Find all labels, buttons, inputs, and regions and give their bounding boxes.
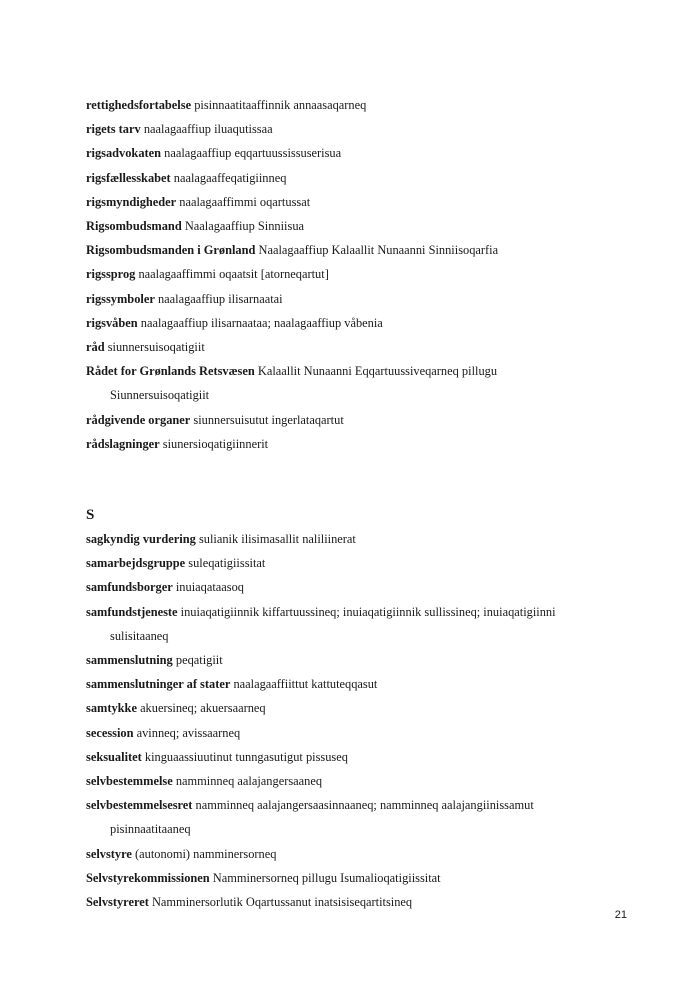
glossary-entry <box>86 866 646 890</box>
section-letter-heading: S <box>86 507 95 524</box>
greenlandic-translation: naalagaaffiittut kattuteqqasut <box>233 677 378 692</box>
glossary-entry <box>86 238 646 262</box>
glossary-entry <box>86 117 646 141</box>
danish-term: samfundsborger <box>86 580 173 595</box>
greenlandic-translation: naalagaaffiup iluaqutissaa <box>143 122 273 137</box>
glossary-entry <box>86 262 646 286</box>
greenlandic-translation: namminneq aalajangersaaneq <box>175 774 323 789</box>
greenlandic-translation: avinneq; avissaarneq <box>136 725 241 740</box>
glossary-entry <box>86 842 646 866</box>
glossary-entry <box>86 166 646 190</box>
danish-term: rettighedsfortabelse <box>86 98 192 112</box>
greenlandic-translation: namminneq aalajangersaasinnaaneq; namminneq aalajangiinissamut <box>195 798 534 813</box>
greenlandic-translation: pisinnaatitaaffinnik annaasaqarneq <box>194 98 367 112</box>
greenlandic-translation: akuersineq; akuersaarneq <box>140 701 266 716</box>
danish-term: Rigsombudsmanden i Grønland <box>86 243 256 258</box>
greenlandic-translation: naalagaaffimmi oqartussat <box>179 194 311 209</box>
glossary-entry <box>86 311 646 335</box>
page-number: 21 <box>614 909 627 921</box>
greenlandic-translation: naalagaaffeqatigiinneq <box>173 170 287 185</box>
greenlandic-translation: peqatigiit <box>175 653 223 668</box>
danish-term: secession <box>86 725 134 740</box>
glossary-entry <box>86 359 646 407</box>
translation-continuation: Siunnersuisoqatigiit <box>110 388 210 403</box>
greenlandic-translation: Namminersorneq pillugu Isumalioqatigiissitat <box>212 870 441 885</box>
danish-term: Selvstyrekommissionen <box>86 870 210 885</box>
glossary-entry <box>86 335 646 359</box>
glossary-entry <box>86 141 646 165</box>
greenlandic-translation: sulianik ilisimasallit naliliinerat <box>198 532 356 547</box>
danish-term: rådgivende organer <box>86 412 191 427</box>
greenlandic-translation: inuiaqatigiinnik kiffartuussineq; inuiaqatigiinnik sullissineq; inuiaqatigiinni <box>180 604 556 619</box>
glossary-entry <box>86 721 646 745</box>
glossary-entry <box>86 769 646 793</box>
glossary-entry <box>86 575 646 599</box>
greenlandic-translation: siunersioqatigiinnerit <box>162 436 269 451</box>
danish-term: råd <box>86 340 105 355</box>
greenlandic-translation: kinguaassiuutinut tunngasutigut pissuseq <box>144 749 348 764</box>
danish-term: rigssymboler <box>86 291 155 306</box>
greenlandic-translation: suleqatigiissitat <box>188 556 266 571</box>
glossary-entry <box>86 432 646 456</box>
danish-term: sagkyndig vurdering <box>86 532 196 547</box>
greenlandic-translation: siunnersuisoqatigiit <box>107 340 205 355</box>
danish-term: selvbestemmelsesret <box>86 798 193 813</box>
danish-term: rigsfællesskabet <box>86 170 171 185</box>
danish-term: rigsvåben <box>86 315 138 330</box>
translation-continuation: pisinnaatitaaneq <box>110 822 191 837</box>
danish-term: Rigsombudsmand <box>86 219 182 234</box>
danish-term: seksualitet <box>86 749 142 764</box>
danish-term: samtykke <box>86 701 137 716</box>
greenlandic-translation: siunnersuisutut ingerlataqartut <box>193 412 344 427</box>
glossary-entry <box>86 190 646 214</box>
section-r <box>86 93 646 456</box>
glossary-entry <box>86 408 646 432</box>
section-s <box>86 527 646 914</box>
danish-term: selvbestemmelse <box>86 774 173 789</box>
danish-term: rigssprog <box>86 267 136 282</box>
danish-term: selvstyre <box>86 846 132 861</box>
glossary-entry <box>86 214 646 238</box>
translation-continuation: sulisitaaneq <box>110 628 169 643</box>
glossary-entry <box>86 551 646 575</box>
glossary-entry <box>86 672 646 696</box>
glossary-entry <box>86 600 646 648</box>
greenlandic-translation: (autonomi) namminersorneq <box>135 846 277 861</box>
danish-term: rigsmyndigheder <box>86 194 177 209</box>
greenlandic-translation: inuiaqataasoq <box>175 580 244 595</box>
greenlandic-translation: Kalaallit Nunaanni Eqqartuussiveqarneq pillugu <box>257 364 498 379</box>
glossary-entry <box>86 696 646 720</box>
greenlandic-translation: naalagaaffiup ilisarnaatai <box>157 291 283 306</box>
greenlandic-translation: Namminersorlutik Oqartussanut inatsisiseqartitsineq <box>151 895 413 910</box>
danish-term: Rådet for Grønlands Retsvæsen <box>86 364 255 379</box>
greenlandic-translation: Naalagaaffiup Sinniisua <box>184 219 305 234</box>
danish-term: sammenslutninger af stater <box>86 677 231 692</box>
glossary-entry <box>86 93 646 117</box>
glossary-entry <box>86 527 646 551</box>
glossary-entries <box>86 93 646 914</box>
greenlandic-translation: naalagaaffiup ilisarnaataa; naalagaaffiup våbenia <box>140 315 383 330</box>
danish-term: rigsadvokaten <box>86 146 162 161</box>
danish-term: samarbejdsgruppe <box>86 556 186 571</box>
greenlandic-translation: naalagaaffimmi oqaatsit [atorneqartut] <box>138 267 329 282</box>
danish-term: Selvstyreret <box>86 895 149 910</box>
danish-term: rådslagninger <box>86 436 160 451</box>
danish-term: sammenslutning <box>86 653 173 668</box>
danish-term: samfundstjeneste <box>86 604 178 619</box>
danish-term: rigets tarv <box>86 122 141 137</box>
glossary-entry <box>86 287 646 311</box>
greenlandic-translation: Naalagaaffiup Kalaallit Nunaanni Sinniisoqarfia <box>258 243 499 258</box>
glossary-entry <box>86 745 646 769</box>
glossary-entry <box>86 890 646 914</box>
greenlandic-translation: naalagaaffiup eqqartuussissuserisua <box>164 146 342 161</box>
section-gap <box>86 456 646 503</box>
glossary-entry <box>86 648 646 672</box>
glossary-entry <box>86 793 646 841</box>
